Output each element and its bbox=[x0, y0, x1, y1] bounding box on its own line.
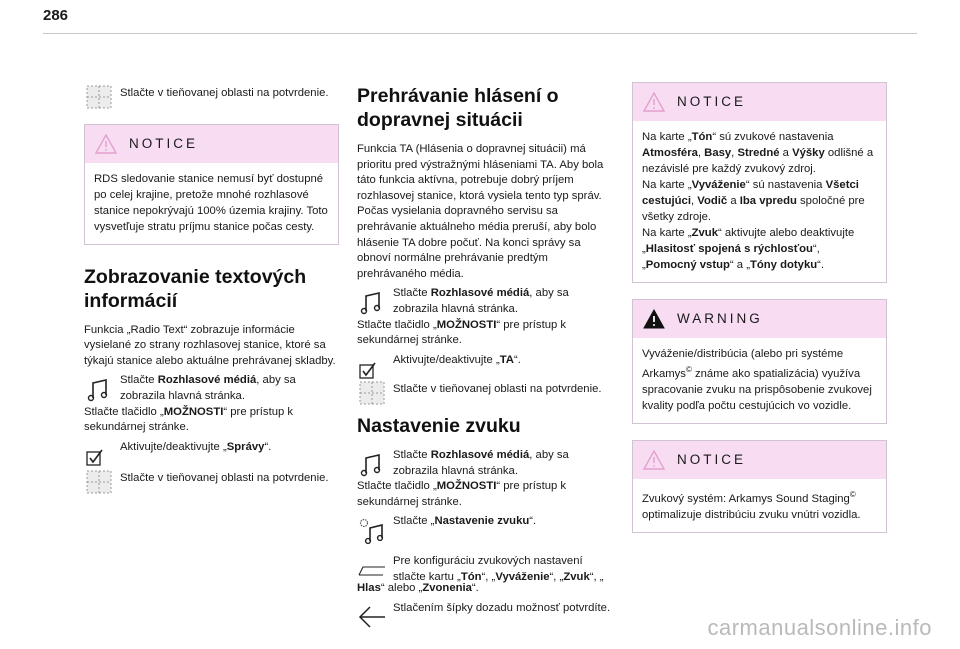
step-bold: TA bbox=[499, 353, 514, 366]
notice-bold: Všetci cestujúci bbox=[642, 179, 859, 207]
step-text: Stlačte bbox=[393, 448, 431, 461]
notice-text: Na karte „ bbox=[642, 227, 692, 239]
warning-text: známe ako spatializácia) využíva spracovanie zvuku na prispôsobenie zvukovej kvality podľa počtu cestujúcich vo vozidle. bbox=[642, 367, 872, 412]
copyright-mark: © bbox=[849, 489, 856, 499]
options-text: “ pre prístup k sekundárnej stránke. bbox=[84, 405, 294, 434]
options-text: Stlačte tlačidlo „ bbox=[357, 318, 437, 331]
music-settings-icon bbox=[357, 515, 387, 545]
back-step bbox=[357, 601, 612, 617]
tabs-step bbox=[357, 554, 612, 585]
notice-bold: Vodič bbox=[697, 195, 728, 207]
watermark: carmanualsonline.info bbox=[707, 615, 932, 640]
notice-title: NOTICE bbox=[677, 451, 747, 467]
caution-triangle-icon bbox=[643, 92, 665, 112]
media-step bbox=[84, 373, 339, 404]
music-note-icon bbox=[357, 449, 387, 479]
step-text: Aktivujte/deaktivujte „ bbox=[120, 440, 227, 453]
step-text: Stlačte „ bbox=[393, 515, 435, 528]
step-bold: Zvonenia bbox=[422, 582, 472, 595]
notice-bold: Pomocný vstup bbox=[645, 259, 730, 271]
ta-paragraph: Funkcia TA (Hlásenia o dopravnej situácii) má prioritu pred výstražnými hláseniami TA. Aby bola táto funkcia aktívna, potrebuje dobrý príjem rozhlasovej stanice, ktorá vysiela tento typ správ. Počas vysielania dopravného servisu sa prehrávanie aktuálneho média preruší, aby bolo hlásenie TA dobre počuť. Na konci správy sa obnoví normálne prehrávanie predtým prehrávaného média. bbox=[357, 143, 604, 280]
notice-bold: Tón bbox=[691, 131, 713, 143]
column-1 bbox=[84, 80, 339, 493]
step-text: “. bbox=[513, 353, 521, 366]
step-bold: Zvuk bbox=[563, 570, 590, 583]
step-text: “. bbox=[471, 582, 479, 595]
section-heading: Prehrávanie hlásení o dopravnej situácii bbox=[357, 85, 559, 131]
music-note-icon bbox=[357, 287, 387, 317]
notice-text: optimalizuje distribúciu zvuku vnútri vozidla. bbox=[642, 508, 861, 521]
step-text: , aby sa zobrazila hlavná stránka. bbox=[120, 374, 296, 402]
notice-box bbox=[632, 82, 887, 283]
notice-bold: Zvuk bbox=[691, 227, 718, 239]
notice-bold: Iba vpredu bbox=[739, 195, 797, 207]
toggle-step bbox=[84, 440, 339, 456]
notice-bold: Stredné bbox=[737, 147, 780, 159]
header-divider bbox=[43, 33, 917, 34]
notice-header bbox=[85, 125, 338, 163]
notice-text: odlišné a nezávislé pre každý zvukový zdroj. bbox=[642, 147, 874, 175]
notice-bold: Hlasitosť spojená s rýchlosťou bbox=[645, 243, 813, 255]
notice-bold: Atmosféra bbox=[642, 147, 698, 159]
notice-text: a bbox=[727, 195, 740, 207]
step-text: “, „ bbox=[549, 570, 564, 583]
step-bold: Správy bbox=[226, 440, 265, 453]
confirm-step bbox=[357, 376, 612, 398]
notice-text: RDS sledovanie stanice nemusí byť dostupné po celej krajine, pretože mnohé rozhlasové stanice nepokrývajú 100% územia krajiny. Toto vysvetľuje stratu príjmu stanice počas cesty. bbox=[94, 172, 328, 233]
notice-header bbox=[633, 83, 886, 121]
notice-header bbox=[633, 441, 886, 479]
step-text: , aby sa zobrazila hlavná stránka. bbox=[393, 448, 569, 477]
options-text: Stlačte tlačidlo „ bbox=[84, 405, 164, 418]
confirm-step bbox=[84, 80, 339, 102]
step-bold: Vyváženie bbox=[495, 570, 550, 583]
notice-text: , bbox=[731, 147, 738, 159]
step-text: Stlačte v tieňovanej oblasti na potvrdenie. bbox=[120, 87, 329, 99]
notice-box bbox=[84, 124, 339, 245]
notice-title: NOTICE bbox=[129, 135, 199, 151]
step-text: “ alebo „ bbox=[380, 582, 423, 595]
media-step bbox=[357, 448, 612, 479]
back-arrow-icon bbox=[357, 602, 387, 632]
options-bold: MOŽNOSTI bbox=[436, 318, 497, 331]
shaded-area-icon bbox=[84, 81, 114, 111]
caution-triangle-icon bbox=[95, 134, 117, 154]
notice-text: Na karte „ bbox=[642, 131, 692, 143]
notice-text: “ a „ bbox=[729, 259, 750, 271]
notice-title: NOTICE bbox=[677, 94, 747, 110]
notice-bold: Tóny dotyku bbox=[749, 259, 818, 271]
media-step bbox=[357, 286, 612, 317]
notice-text bbox=[633, 121, 886, 282]
warning-triangle-icon bbox=[643, 309, 665, 329]
shaded-area-icon bbox=[357, 377, 387, 407]
notice-text: “ aktivujte alebo deaktivujte „ bbox=[642, 227, 855, 255]
step-text: Stlačením šípky dozadu možnosť potvrdíte. bbox=[393, 602, 611, 615]
options-text: “ pre prístup k sekundárnej stránke. bbox=[357, 318, 567, 347]
step-text: Pre konfiguráciu zvukových nastavení stlačte kartu „ bbox=[393, 555, 583, 583]
notice-bold: Basy bbox=[704, 147, 732, 159]
column-2 bbox=[357, 84, 612, 623]
warning-box bbox=[632, 299, 887, 424]
step-text: Aktivujte/deaktivujte „ bbox=[393, 353, 500, 366]
warning-text: Vyváženie/distribúcia (alebo pri systéme Arkamys bbox=[642, 348, 844, 380]
step-bold: Rozhlasové médiá bbox=[430, 287, 530, 300]
shaded-area-icon bbox=[84, 466, 114, 496]
notice-text: Na karte „ bbox=[642, 179, 692, 191]
notice-text: “, „ bbox=[642, 243, 820, 271]
step-text: Stlačte v tieňovanej oblasti na potvrdenie. bbox=[120, 472, 329, 485]
step-bold: Hlas bbox=[357, 582, 381, 595]
options-bold: MOŽNOSTI bbox=[163, 405, 224, 418]
step-text: Stlačte bbox=[120, 374, 158, 387]
caution-triangle-icon bbox=[643, 450, 665, 470]
options-text: Stlačte tlačidlo „ bbox=[357, 480, 437, 493]
section-heading: Zobrazovanie textových informácií bbox=[84, 265, 307, 312]
notice-text: “. bbox=[817, 259, 825, 271]
toggle-step bbox=[357, 353, 612, 369]
notice-text: “ sú nastavenia bbox=[745, 179, 826, 191]
step-text: Stlačte v tieňovanej oblasti na potvrdenie. bbox=[393, 383, 602, 396]
notice-text: , bbox=[697, 147, 705, 159]
step-text: “, „ bbox=[481, 570, 496, 583]
step-text: “, „ bbox=[589, 570, 604, 583]
step-bold: Nastavenie zvuku bbox=[434, 515, 530, 528]
step-bold: Rozhlasové médiá bbox=[430, 448, 530, 461]
notice-text: , bbox=[690, 195, 698, 207]
notice-text: Zvukový systém: Arkamys Sound Staging bbox=[642, 492, 850, 505]
notice-text: spoločné pre všetky zdroje. bbox=[642, 195, 865, 223]
notice-text: a bbox=[779, 147, 793, 159]
music-note-icon bbox=[84, 374, 114, 404]
options-text: “ pre prístup k sekundárnej stránke. bbox=[357, 480, 567, 508]
confirm-step bbox=[84, 465, 339, 487]
tab-icon bbox=[357, 555, 387, 585]
options-bold: MOŽNOSTI bbox=[436, 480, 497, 493]
notice-text: “ sú zvukové nastavenia bbox=[712, 131, 834, 143]
step-text: “. bbox=[529, 515, 537, 528]
page-number: 286 bbox=[43, 7, 69, 24]
warning-title: WARNING bbox=[677, 311, 763, 327]
step-text: Stlačte bbox=[393, 287, 431, 300]
warning-header bbox=[633, 300, 886, 338]
column-3 bbox=[632, 72, 887, 547]
intro-paragraph: Funkcia „Radio Text“ zobrazuje informácie vysielané zo strany rozhlasovej stanice, ktoré sa týkajú stanice alebo aktuálne prehrávanej skladby. bbox=[84, 323, 336, 367]
step-text: , aby sa zobrazila hlavná stránka. bbox=[393, 287, 569, 315]
sound-settings-step bbox=[357, 514, 612, 548]
notice-box bbox=[632, 440, 887, 533]
step-text: “. bbox=[264, 440, 272, 453]
step-bold: Rozhlasové médiá bbox=[157, 374, 257, 387]
copyright-mark: © bbox=[685, 365, 692, 374]
step-bold: Tón bbox=[460, 570, 482, 583]
notice-bold: Výšky bbox=[792, 147, 825, 159]
notice-bold: Vyváženie bbox=[691, 179, 746, 191]
section-heading: Nastavenie zvuku bbox=[357, 414, 521, 437]
